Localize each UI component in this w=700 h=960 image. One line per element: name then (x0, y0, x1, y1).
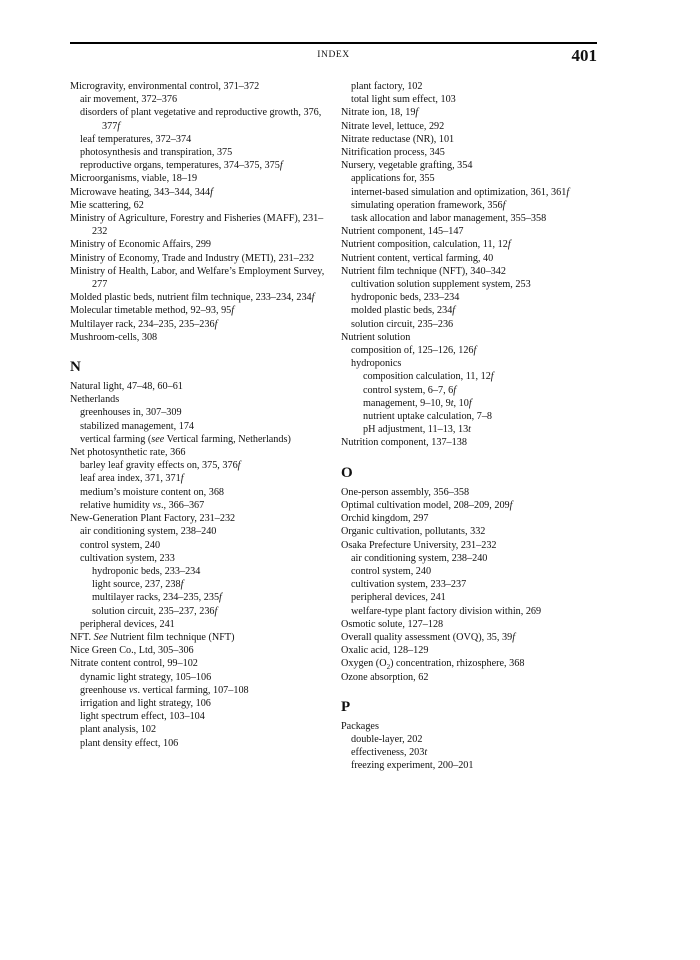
index-entry: Ministry of Agriculture, Forestry and Fisheries (MAFF), 231–232 (70, 213, 324, 238)
index-entry: Nitrate content control, 99–102 (70, 658, 198, 670)
index-subentry: air conditioning system, 238–240 (351, 552, 488, 564)
index-subentry: stabilized management, 174 (80, 420, 195, 432)
section-letter: N (70, 359, 81, 376)
index-subentry: molded plastic beds, 234f (351, 305, 456, 317)
index-subentry: dynamic light strategy, 105–106 (80, 671, 212, 683)
index-subentry: control system, 240 (351, 565, 432, 577)
index-subentry: hydroponics (351, 358, 402, 370)
index-entry: Orchid kingdom, 297 (341, 513, 429, 525)
index-subentry: air movement, 372–376 (80, 94, 178, 106)
index-entry: Ministry of Economy, Trade and Industry (METI), 231–232 (70, 252, 315, 264)
index-entry: Nitrification process, 345 (341, 147, 445, 159)
index-entry: Microgravity, environmental control, 371–372 (70, 81, 260, 92)
index-subentry: composition calculation, 11, 12f (363, 371, 494, 383)
index-entry: Optimal cultivation model, 208–209, 209f (341, 499, 513, 511)
index-column-right (341, 80, 597, 773)
index-subentry: applications for, 355 (351, 173, 435, 185)
index-subentry: leaf temperatures, 372–374 (80, 133, 192, 145)
index-entry: Nitrate level, lettuce, 292 (341, 120, 445, 132)
index-subentry: reproductive organs, temperatures, 374–375, 375f (80, 160, 283, 172)
index-subentry: relative humidity vs., 366–367 (80, 499, 205, 511)
index-entry: Nursery, vegetable grafting, 354 (341, 160, 473, 172)
index-subentry: peripheral devices, 241 (351, 592, 446, 604)
index-entry: Nutrient composition, calculation, 11, 12f (341, 239, 511, 251)
index-entry: Nutrition component, 137–138 (341, 437, 467, 449)
index-entry: Nutrient component, 145–147 (341, 226, 464, 238)
index-subentry: leaf area index, 371, 371f (80, 473, 184, 485)
index-subentry: medium’s moisture content on, 368 (80, 486, 225, 498)
index-entry: NFT. See Nutrient film technique (NFT) (70, 631, 235, 643)
index-subentry: cultivation solution supplement system, 253 (351, 279, 531, 291)
index-subentry: management, 9–10, 9t, 10f (363, 397, 472, 409)
index-subentry: light spectrum effect, 103–104 (80, 711, 205, 723)
index-entry: Mushroom-cells, 308 (70, 331, 158, 343)
index-subentry: peripheral devices, 241 (80, 618, 175, 630)
index-subentry: multilayer racks, 234–235, 235f (92, 592, 222, 604)
index-subentry: control system, 240 (80, 539, 161, 551)
index-entry: Net photosynthetic rate, 366 (70, 447, 186, 459)
index-entry: Natural light, 47–48, 60–61 (70, 381, 183, 393)
index-entry: Nitrate reductase (NR), 101 (341, 133, 455, 145)
page-number: 401 (571, 46, 597, 65)
index-subentry: simulating operation framework, 356f (351, 199, 506, 211)
index-subentry: solution circuit, 235–237, 236f (92, 605, 218, 617)
index-subentry: hydroponic beds, 233–234 (351, 292, 460, 304)
index-subentry: vertical farming (see Vertical farming, Netherlands) (80, 433, 291, 445)
index-entry: Nutrient solution (341, 331, 411, 343)
index-entry: One-person assembly, 356–358 (341, 486, 470, 498)
index-subentry: total light sum effect, 103 (351, 94, 456, 106)
index-subentry: solution circuit, 235–236 (351, 318, 454, 330)
index-subentry: photosynthesis and transpiration, 375 (80, 147, 233, 159)
index-subentry: internet-based simulation and optimization, 361, 361f (351, 186, 570, 198)
index-subentry: plant analysis, 102 (80, 724, 157, 736)
index-entry: Microwave heating, 343–344, 344f (70, 186, 213, 198)
index-subentry: air conditioning system, 238–240 (80, 526, 217, 538)
index-entry: Oxygen $(O_2)$ concentration, rhizosphere, 368 (341, 658, 525, 672)
index-subentry: double-layer, 202 (351, 733, 423, 745)
index-entry: Multilayer rack, 234–235, 235–236f (70, 318, 218, 330)
index-subentry: composition of, 125–126, 126f (351, 345, 477, 357)
index-subentry: nutrient uptake calculation, 7–8 (363, 411, 493, 423)
index-entry: Nutrient content, vertical farming, 40 (341, 252, 494, 264)
index-entry: Nutrient film technique (NFT), 340–342 (341, 265, 506, 277)
index-subentry: irrigation and light strategy, 106 (80, 697, 211, 709)
index-subentry: welfare-type plant factory division within, 269 (351, 605, 542, 617)
index-entry: Oxalic acid, 128–129 (341, 645, 429, 657)
index-subentry: task allocation and labor management, 355–358 (351, 213, 547, 225)
header-rule (70, 42, 597, 44)
index-subentry: control system, 6–7, 6f (363, 384, 457, 396)
section-letter: O (341, 464, 353, 481)
index-subentry: barley leaf gravity effects on, 375, 376f (80, 460, 241, 472)
index-entry: Ministry of Health, Labor, and Welfare’s Employment Survey, 277 (70, 265, 325, 291)
index-subentry: greenhouses in, 307–309 (80, 407, 182, 419)
index-entry: Overall quality assessment (OVQ), 35, 39f (341, 631, 516, 643)
index-entry: Packages (341, 720, 379, 732)
index-subentry: disorders of plant vegetative and reproductive growth, 376, 377f (80, 107, 322, 132)
running-head: INDEX (317, 50, 350, 60)
index-entry: Osaka Prefecture University, 231–232 (341, 539, 497, 551)
index-entry: New-Generation Plant Factory, 231–232 (70, 513, 236, 525)
index-subentry: freezing experiment, 200–201 (351, 760, 474, 772)
index-subentry: effectiveness, 203t (351, 747, 428, 759)
index-subentry: greenhouse vs. vertical farming, 107–108 (80, 684, 249, 696)
index-entry: Molecular timetable method, 92–93, 95f (70, 305, 235, 317)
index-entry: Molded plastic beds, nutrient film technique, 233–234, 234f (70, 292, 315, 304)
index-entry: Ministry of Economic Affairs, 299 (70, 239, 212, 251)
index-entry: Microorganisms, viable, 18–19 (70, 173, 198, 185)
index-subentry: cultivation system, 233–237 (351, 579, 467, 591)
index-subentry: plant factory, 102 (351, 81, 423, 92)
index-subentry: pH adjustment, 11–13, 13t (363, 424, 472, 436)
index-entry: Netherlands (70, 394, 120, 406)
index-subentry: plant density effect, 106 (80, 737, 179, 749)
index-subentry: cultivation system, 233 (80, 552, 175, 564)
index-subentry: hydroponic beds, 233–234 (92, 565, 201, 577)
index-entry: Mie scattering, 62 (70, 199, 144, 211)
section-letter: P (341, 698, 351, 715)
index-column-left (70, 80, 328, 750)
index-entry: Nitrate ion, 18, 19f (341, 107, 419, 119)
index-subentry: light source, 237, 238f (92, 579, 184, 591)
index-entry: Nice Green Co., Ltd, 305–306 (70, 645, 194, 657)
index-entry: Organic cultivation, pollutants, 332 (341, 526, 486, 538)
index-entry: Ozone absorption, 62 (341, 671, 429, 683)
index-entry: Osmotic solute, 127–128 (341, 618, 444, 630)
